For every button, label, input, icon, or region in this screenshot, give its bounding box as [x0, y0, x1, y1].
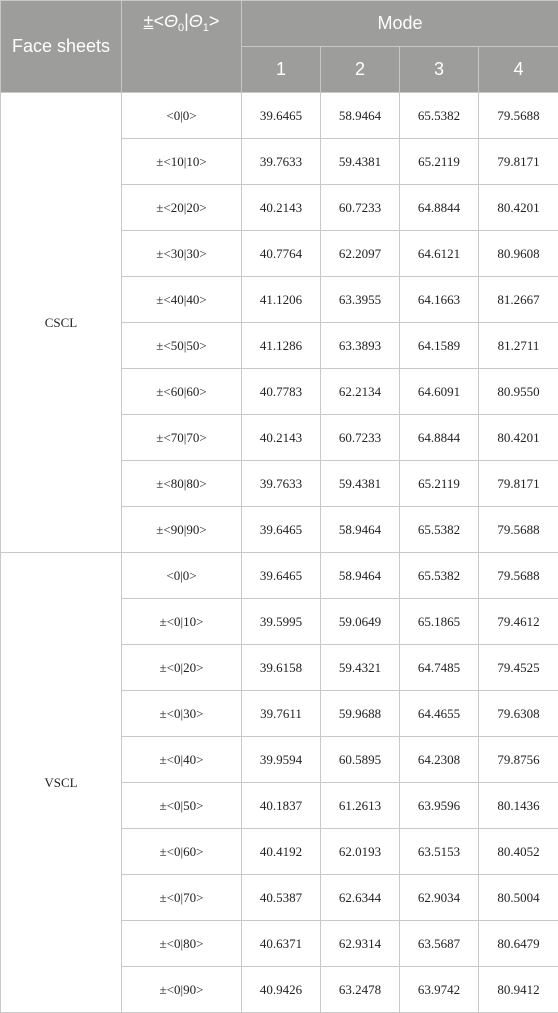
header-layup-angle [122, 1, 242, 93]
frequency-cell-mode-2: 58.9464 [321, 93, 400, 139]
layup-angle-cell: ±<0|90> [122, 967, 242, 1013]
frequency-cell-mode-2: 62.0193 [321, 829, 400, 875]
frequency-cell-mode-4: 79.8756 [479, 737, 558, 783]
layup-angle-cell: ±<40|40> [122, 277, 242, 323]
frequency-cell-mode-2: 58.9464 [321, 553, 400, 599]
frequency-cell-mode-1: 39.7611 [242, 691, 321, 737]
frequency-cell-mode-4: 80.9550 [479, 369, 558, 415]
frequency-cell-mode-2: 61.2613 [321, 783, 400, 829]
layup-angle-cell: ±<90|90> [122, 507, 242, 553]
frequency-cell-mode-4: 80.9608 [479, 231, 558, 277]
frequency-cell-mode-4: 79.8171 [479, 139, 558, 185]
layup-angle-cell: ±<0|20> [122, 645, 242, 691]
frequency-cell-mode-2: 62.2134 [321, 369, 400, 415]
frequency-cell-mode-2: 60.5895 [321, 737, 400, 783]
frequency-cell-mode-2: 59.9688 [321, 691, 400, 737]
layup-angle-cell: ±<60|60> [122, 369, 242, 415]
frequency-cell-mode-3: 64.4655 [400, 691, 479, 737]
table-row [1, 553, 558, 599]
frequency-cell-mode-3: 63.5687 [400, 921, 479, 967]
table-body [1, 93, 558, 1013]
frequency-cell-mode-3: 64.1663 [400, 277, 479, 323]
layup-angle-cell: ±<30|30> [122, 231, 242, 277]
frequency-cell-mode-2: 63.2478 [321, 967, 400, 1013]
frequency-cell-mode-4: 81.2667 [479, 277, 558, 323]
frequency-cell-mode-3: 63.5153 [400, 829, 479, 875]
frequency-cell-mode-1: 40.5387 [242, 875, 321, 921]
layup-angle-cell: ±<0|40> [122, 737, 242, 783]
layup-angle-cell: <0|0> [122, 553, 242, 599]
frequency-cell-mode-2: 62.6344 [321, 875, 400, 921]
frequency-cell-mode-1: 39.7633 [242, 461, 321, 507]
frequency-cell-mode-1: 39.6158 [242, 645, 321, 691]
frequency-cell-mode-1: 41.1206 [242, 277, 321, 323]
frequency-cell-mode-4: 80.6479 [479, 921, 558, 967]
header-theta0-sub: 0 [177, 22, 185, 34]
frequency-cell-mode-3: 64.8844 [400, 415, 479, 461]
layup-angle-cell: ±<80|80> [122, 461, 242, 507]
frequency-cell-mode-2: 62.2097 [321, 231, 400, 277]
frequency-cell-mode-2: 59.0649 [321, 599, 400, 645]
layup-angle-cell: ±<0|70> [122, 875, 242, 921]
frequency-cell-mode-3: 64.6091 [400, 369, 479, 415]
layup-angle-cell: ±<10|10> [122, 139, 242, 185]
header-face-sheets: Face sheets [1, 1, 122, 93]
frequency-cell-mode-1: 39.5995 [242, 599, 321, 645]
frequency-cell-mode-3: 65.1865 [400, 599, 479, 645]
frequency-cell-mode-3: 65.5382 [400, 507, 479, 553]
layup-angle-cell: ±<0|50> [122, 783, 242, 829]
frequency-cell-mode-3: 63.9596 [400, 783, 479, 829]
layup-angle-cell: ±<0|10> [122, 599, 242, 645]
frequency-cell-mode-3: 64.2308 [400, 737, 479, 783]
frequency-cell-mode-4: 79.5688 [479, 507, 558, 553]
frequency-cell-mode-1: 40.6371 [242, 921, 321, 967]
frequency-cell-mode-4: 80.1436 [479, 783, 558, 829]
table-row [1, 93, 558, 139]
frequency-cell-mode-3: 64.8844 [400, 185, 479, 231]
frequency-cell-mode-4: 80.5004 [479, 875, 558, 921]
layup-angle-cell: ±<0|80> [122, 921, 242, 967]
frequency-cell-mode-1: 40.7764 [242, 231, 321, 277]
frequency-cell-mode-1: 39.9594 [242, 737, 321, 783]
frequency-cell-mode-3: 65.2119 [400, 461, 479, 507]
header-mode-3: 3 [400, 47, 479, 93]
frequency-cell-mode-1: 40.2143 [242, 185, 321, 231]
frequency-cell-mode-4: 79.6308 [479, 691, 558, 737]
frequency-cell-mode-1: 41.1286 [242, 323, 321, 369]
frequency-cell-mode-2: 59.4381 [321, 139, 400, 185]
frequency-cell-mode-4: 80.4201 [479, 185, 558, 231]
frequency-cell-mode-4: 80.4052 [479, 829, 558, 875]
frequency-cell-mode-1: 39.6465 [242, 553, 321, 599]
layup-angle-cell: ±<70|70> [122, 415, 242, 461]
frequency-cell-mode-3: 64.6121 [400, 231, 479, 277]
frequency-cell-mode-2: 58.9464 [321, 507, 400, 553]
header-theta-sep: | [184, 11, 189, 31]
frequency-cell-mode-1: 40.4192 [242, 829, 321, 875]
header-theta-open: < [153, 11, 164, 31]
layup-angle-cell: ±<0|60> [122, 829, 242, 875]
header-mode-4: 4 [479, 47, 558, 93]
frequency-cell-mode-1: 39.6465 [242, 507, 321, 553]
frequency-cell-mode-3: 64.7485 [400, 645, 479, 691]
layup-angle-cell: ±<20|20> [122, 185, 242, 231]
frequency-cell-mode-4: 79.5688 [479, 553, 558, 599]
header-theta1-sub: 1 [202, 22, 209, 34]
frequency-cell-mode-3: 64.1589 [400, 323, 479, 369]
frequency-cell-mode-1: 40.9426 [242, 967, 321, 1013]
frequency-cell-mode-4: 79.5688 [479, 93, 558, 139]
layup-angle-cell: ±<0|30> [122, 691, 242, 737]
layup-angle-cell: ±<50|50> [122, 323, 242, 369]
frequency-cell-mode-3: 62.9034 [400, 875, 479, 921]
layup-angle-cell: <0|0> [122, 93, 242, 139]
header-mode-2: 2 [321, 47, 400, 93]
frequency-cell-mode-3: 65.2119 [400, 139, 479, 185]
frequency-cell-mode-4: 80.9412 [479, 967, 558, 1013]
frequency-cell-mode-1: 40.7783 [242, 369, 321, 415]
frequency-cell-mode-4: 81.2711 [479, 323, 558, 369]
frequency-cell-mode-1: 40.1837 [242, 783, 321, 829]
header-theta-close: > [208, 11, 220, 31]
frequency-cell-mode-2: 59.4321 [321, 645, 400, 691]
face-sheet-group-label: CSCL [1, 93, 122, 553]
frequency-cell-mode-2: 60.7233 [321, 415, 400, 461]
header-theta0: Θ [163, 11, 178, 31]
header-theta-pm: ± [143, 11, 154, 31]
frequency-cell-mode-2: 59.4381 [321, 461, 400, 507]
frequency-cell-mode-4: 80.4201 [479, 415, 558, 461]
frequency-cell-mode-3: 65.5382 [400, 553, 479, 599]
frequency-cell-mode-4: 79.4525 [479, 645, 558, 691]
frequency-cell-mode-3: 63.9742 [400, 967, 479, 1013]
frequency-cell-mode-1: 40.2143 [242, 415, 321, 461]
frequency-cell-mode-2: 62.9314 [321, 921, 400, 967]
frequency-cell-mode-3: 65.5382 [400, 93, 479, 139]
header-mode-1: 1 [242, 47, 321, 93]
frequency-cell-mode-2: 60.7233 [321, 185, 400, 231]
header-mode: Mode [242, 1, 558, 47]
frequency-cell-mode-4: 79.8171 [479, 461, 558, 507]
frequency-cell-mode-4: 79.4612 [479, 599, 558, 645]
header-theta1: Θ [188, 11, 203, 31]
frequency-cell-mode-1: 39.6465 [242, 93, 321, 139]
face-sheet-group-label: VSCL [1, 553, 122, 1013]
frequency-cell-mode-1: 39.7633 [242, 139, 321, 185]
frequency-cell-mode-2: 63.3955 [321, 277, 400, 323]
frequency-cell-mode-2: 63.3893 [321, 323, 400, 369]
